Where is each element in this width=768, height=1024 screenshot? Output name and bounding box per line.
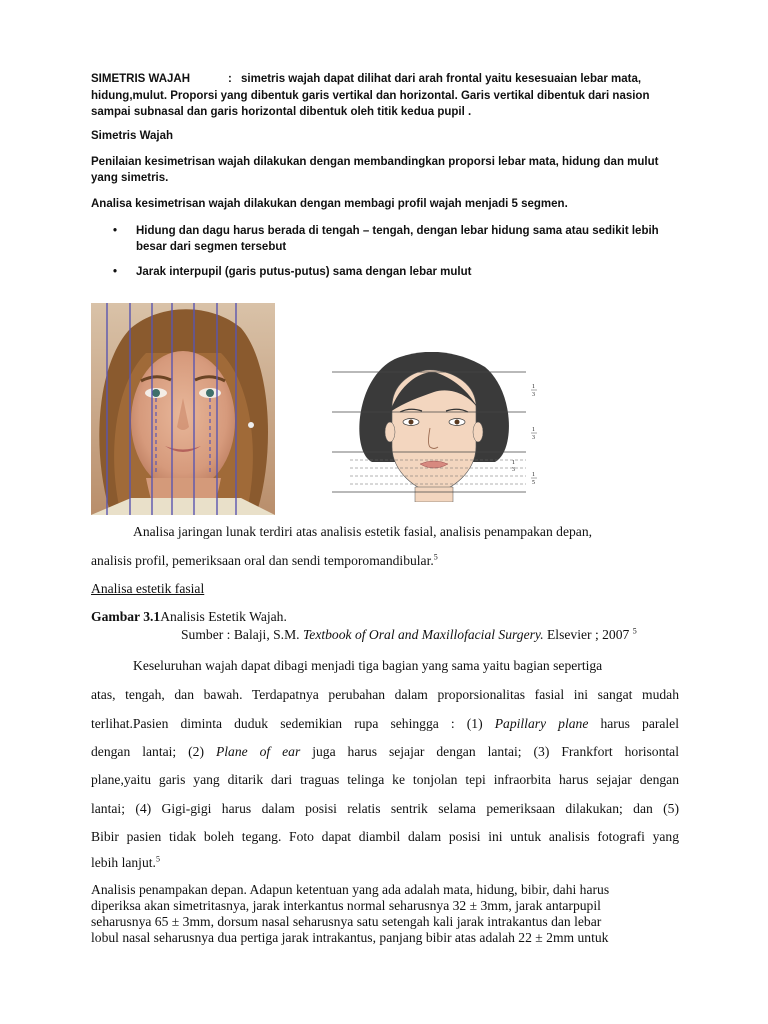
ref-superscript: 5 — [155, 854, 160, 864]
fraction-num: 1 — [512, 460, 515, 466]
figure-label: Gambar 3.1 — [91, 609, 161, 624]
figure-title: Analisis Estetik Wajah. — [160, 609, 287, 624]
fraction-den: 5 — [532, 480, 535, 486]
body3-line1: Analisis penampakan depan. Adapun ketentuan yang ada adalah mata, hidung, bibir, dahi harus — [91, 882, 610, 897]
fraction-den: 3 — [532, 392, 535, 398]
body3-line4: lobul nasal seharusnya dua pertiga jarak intrakantus, panjang bibir atas adalah 22 ± 2mm untuk — [91, 930, 609, 945]
body2-line7: Bibir pasien tidak boleh tegang. Foto dapat diambil dalam posisi ini untuk analisis fotografi yang — [91, 829, 679, 844]
figure-source: Sumber : Balaji, S.M. Textbook of Oral and Maxillofacial Surgery. Elsevier ; 2007 $^5$ — [181, 626, 637, 642]
body1-line1: Analisa jaringan lunak terdiri atas analisis estetik fasial, analisis penampakan depan, — [133, 524, 593, 539]
fraction-num: 1 — [532, 472, 535, 478]
fraction-num: 1 — [532, 384, 535, 390]
para2: Analisa kesimetrisan wajah dilakukan dengan membagi profil wajah menjadi 5 segmen. — [91, 198, 568, 210]
body2-line8: lebih lanjut.$^5$ — [91, 854, 160, 870]
bullet-mark: • — [113, 225, 118, 237]
body1-line2: analisis profil, pemeriksaan oral dan sendi temporomandibular.$^5$ — [91, 552, 438, 568]
body2-line2: atas, tengah, dan bawah. Terdapatnya perubahan dalam proporsionalitas fasial ini sangat mudah — [91, 687, 679, 702]
body2-line4: dengan lantai; (2) Plane of ear juga harus sejajar dengan lantai; (3) Frankfort horisontal — [91, 744, 679, 759]
intro-line3: sampai subnasal dan garis horizontal dibentuk oleh titik kedua pupil . — [91, 106, 472, 118]
fraction-den: 3 — [532, 435, 535, 441]
intro-paragraph — [91, 71, 691, 121]
body2-line6: lantai; (4) Gigi-gigi harus dalam posisi relatis sentrik selama pemeriksaan dilakukan; dan (5) — [91, 801, 679, 816]
fraction-den: 3 — [512, 467, 515, 473]
section-title: Analisa estetik fasial — [91, 581, 205, 596]
bullet-1-line1: Hidung dan dagu harus berada di tengah – tengah, dengan lebar hidung sama atau sedikit lebih — [136, 225, 659, 237]
para1-line1: Penilaian kesimetrisan wajah dilakukan dengan membandingkan proporsi lebar mata, hidung dan mulut — [91, 156, 659, 168]
body3-line3: seharusnya 65 ± 3mm, dorsum nasal seharusnya satu setengah kali jarak intrakantus dan lebar — [91, 914, 602, 929]
para1-line2: yang simetris. — [91, 172, 169, 184]
bullet-mark: • — [113, 266, 118, 278]
body3-line2: diperiksa akan simetritasnya, jarak interkantus normal seharusnya 32 ± 3mm, jarak antarpupil — [91, 898, 601, 913]
bullet-1-line2: besar dari segmen tersebut — [136, 241, 287, 253]
fraction-num: 1 — [532, 427, 535, 433]
ref-superscript: 5 — [632, 626, 637, 636]
body2-line1: Keseluruhan wajah dapat dibagi menjadi tiga bagian yang sama yaitu bagian sepertiga — [133, 658, 603, 673]
ref-superscript: 5 — [433, 552, 438, 562]
intro-term: SIMETRIS WAJAH — [91, 73, 191, 85]
body2-line3: terlihat.Pasien diminta duduk sedemikian rupa sehingga : (1) Papillary plane harus paralel — [91, 716, 679, 731]
book-title: Textbook of Oral and Maxillofacial Surgery. — [302, 627, 544, 642]
intro-line2: hidung,mulut. Proporsi yang dibentuk garis vertikal dan horizontal. Garis vertikal dibentuk dari nasion — [91, 89, 650, 102]
figure-caption — [91, 609, 287, 625]
intro-line1: simetris wajah dapat dilihat dari arah frontal yaitu kesesuaian lebar mata, — [241, 73, 642, 85]
body2-line5: plane,yaitu garis yang ditarik dari traguas telinga ke tonjolan tepi infraorbita harus sejajar dengan — [91, 772, 679, 787]
face-illustration — [330, 352, 546, 502]
bullet-2-line1: Jarak interpupil (garis putus-putus) sama dengan lebar mulut — [136, 266, 472, 278]
face-photo — [91, 303, 275, 515]
intro-colon: : — [228, 73, 232, 85]
section-heading: Simetris Wajah — [91, 130, 174, 142]
